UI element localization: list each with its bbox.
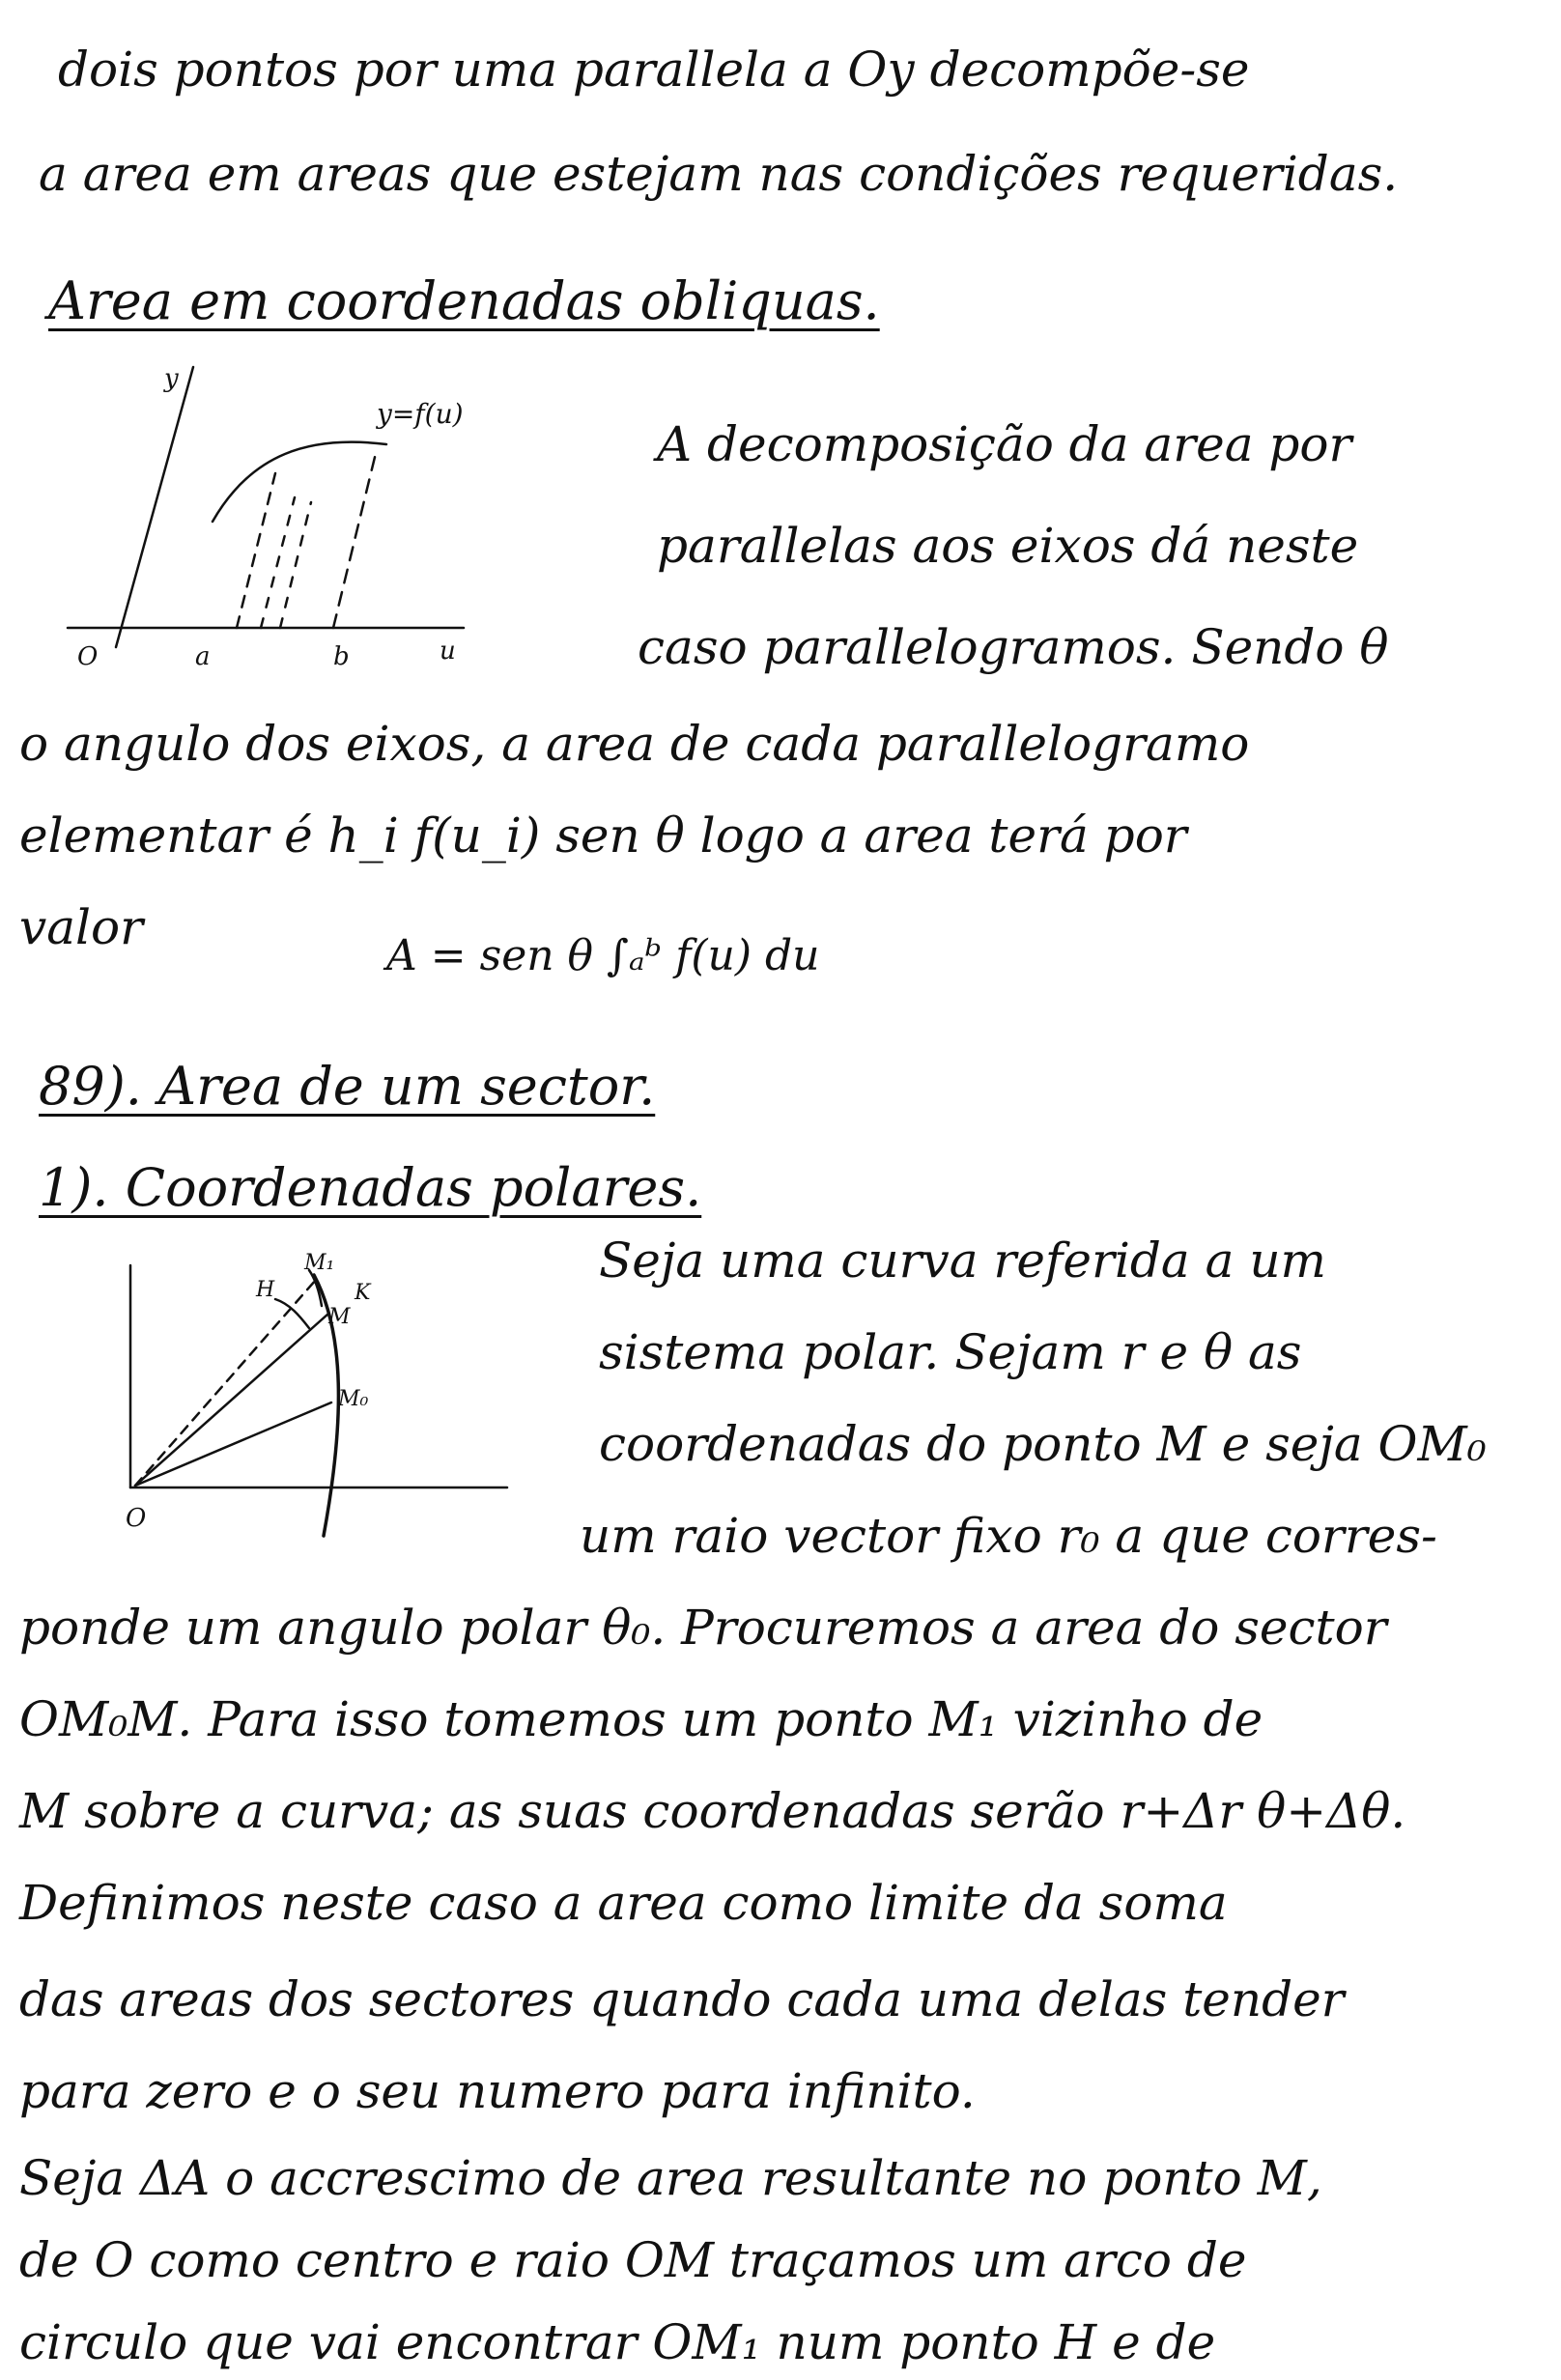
y-axis: [116, 367, 193, 647]
origin-label: O: [126, 1504, 147, 1533]
text-line: Seja uma curva referida a um: [599, 1232, 1326, 1289]
m-label: M: [328, 1305, 351, 1329]
ordinate-a: [237, 473, 275, 628]
ordinate-b: [333, 449, 377, 628]
figure-polar-coordinates: [92, 1246, 517, 1565]
subsection-heading: 1). Coordenadas polares.: [39, 1157, 702, 1218]
h-label: H: [256, 1278, 275, 1302]
text-line: valor: [19, 899, 144, 955]
text-line: para zero e o seu numero para infinito.: [19, 2063, 976, 2119]
radius-om1: [135, 1280, 316, 1486]
text-line: parallelas aos eixos dá neste: [657, 518, 1359, 574]
a-label: a: [195, 642, 211, 671]
text-line: um raio vector fixo r₀ a que corres-: [580, 1508, 1437, 1564]
m0-label: M₀: [338, 1387, 369, 1411]
arc-h: [275, 1299, 309, 1328]
text-line: Seja ΔA o accrescimo de area resultante no ponto M,: [19, 2150, 1322, 2206]
text-line: sistema polar. Sejam r e θ as: [599, 1324, 1302, 1380]
b-label: b: [333, 642, 350, 671]
figure-oblique-coordinates: [58, 357, 483, 676]
text-line: elementar é h_i f(u_i) sen θ logo a area terá por: [19, 808, 1187, 864]
text-line: OM₀M. Para isso tomemos um ponto M₁ vizinho de: [19, 1691, 1263, 1747]
text-line: a area em areas que estejam nas condições requeridas.: [39, 146, 1399, 202]
m1-label: M₁: [304, 1251, 335, 1275]
k-label: K: [355, 1281, 371, 1305]
text-line: o angulo dos eixos, a area de cada parallelogramo: [19, 716, 1250, 772]
text-line: caso parallelogramos. Sendo θ: [638, 619, 1389, 675]
ordinate-strip-1: [261, 497, 295, 628]
formula-oblique-area: A = sen θ ∫ₐᵇ f(u) du: [386, 931, 820, 980]
section-heading: 89). Area de um sector.: [39, 1056, 656, 1117]
y-axis-label: y: [164, 364, 179, 393]
radius-om: [135, 1314, 328, 1486]
origin-label: O: [77, 642, 99, 671]
ordinate-strip-2: [280, 502, 311, 628]
text-line: dois pontos por uma parallela a Oy decompõe-se: [58, 42, 1250, 98]
text-line: A decomposição da area por: [657, 416, 1352, 472]
text-line: das areas dos sectores quando cada uma delas tender: [19, 1971, 1345, 2027]
u-label: u: [440, 637, 456, 666]
curve: [213, 442, 386, 522]
text-line: circulo que vai encontrar OM₁ num ponto H e de: [19, 2314, 1216, 2370]
text-line: Definimos neste caso a area como limite da soma: [19, 1875, 1228, 1931]
text-line: M sobre a curva; as suas coordenadas serão r+Δr θ+Δθ.: [19, 1783, 1406, 1839]
curve-label: y=f(u): [377, 398, 464, 430]
heading-oblique-coordinates: Area em coordenadas obliquas.: [48, 270, 880, 331]
text-line: ponde um angulo polar θ₀. Procuremos a area do sector: [19, 1600, 1387, 1656]
text-line: de O como centro e raio OM traçamos um arco de: [19, 2232, 1247, 2288]
text-line: coordenadas do ponto M e seja OM₀: [599, 1416, 1487, 1472]
radius-om0: [135, 1402, 331, 1486]
